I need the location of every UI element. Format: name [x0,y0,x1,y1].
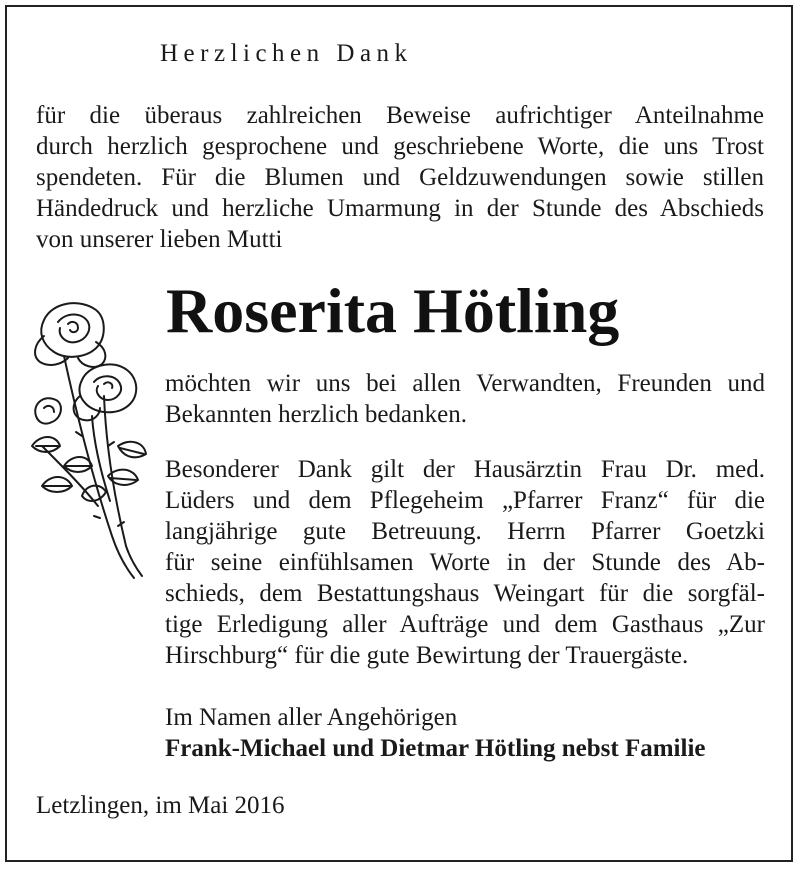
special-thanks-line: langjährige gute Betreuung. Herrn Pfarrer Goetzki [165,518,765,545]
special-thanks-line: für seine einfühlsamen Worte in der Stunde des Ab- [165,549,765,576]
special-thanks-line: Lüders und dem Pflegeheim „Pfarrer Franz“ für die [165,487,765,514]
intro-line: für die überaus zahlreichen Beweise aufrichtiger Anteilnahme [36,102,764,129]
intro-line: spendeten. Für die Blumen und Geldzuwendungen sowie stillen [36,164,764,191]
special-thanks-line: schieds, dem Bestattungshaus Weingart für die sorgfäl- [165,580,765,607]
place-date: Letzlingen, im Mai 2016 [36,792,285,819]
signature-intro: Im Namen aller Angehörigen [165,704,458,731]
intro-line: durch herzlich gesprochene und geschriebene Worte, die uns Trost [36,133,764,160]
signature-names: Frank-Michael und Dietmar Hötling nebst Familie [165,735,706,762]
thanks-line: Bekannten herzlich bedanken. [165,401,467,428]
intro-paragraph [36,100,764,255]
special-thanks-line: tige Erledigung aller Aufträge und dem Gasthaus „Zur [165,611,765,638]
deceased-name: Roserita Hötling [166,275,620,346]
intro-line: von unserer lieben Mutti [36,226,283,253]
notice-heading: Herzlichen Dank [160,40,413,67]
special-thanks-line: Hirschburg“ für die gute Bewirtung der Trauergäste. [165,642,689,669]
rose-illustration-icon [22,296,162,586]
thanks-line: möchten wir uns bei allen Verwandten, Freunden und [165,370,765,397]
special-thanks-line: Besonderer Dank gilt der Hausärztin Frau Dr. med. [165,456,765,483]
intro-line: Händedruck und herzliche Umarmung in der Stunde des Abschieds [36,195,764,222]
thanks-paragraph [165,368,765,430]
special-thanks-paragraph [165,454,765,671]
